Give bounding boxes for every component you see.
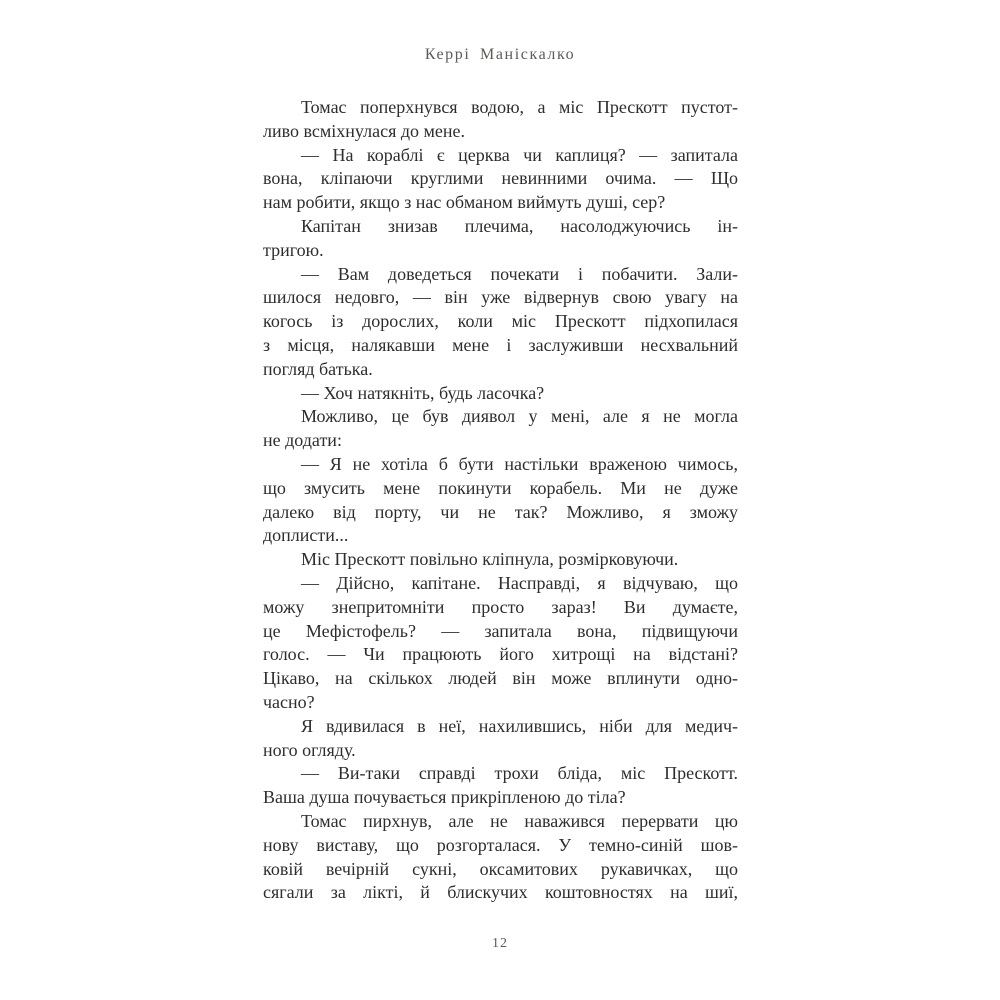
text-line: нову виставу, що розгорталася. У темно-синій шов- (263, 834, 738, 855)
text-line: Я вдивилася в неї, нахилившись, ніби для медич- (301, 715, 738, 736)
page-number: 12 (492, 936, 508, 951)
text-line: Капітан знизав плечима, насолоджуючись ін- (301, 215, 738, 236)
text-line: сягали за лікті, й блискучих коштовностях на шиї, (263, 882, 738, 903)
text-line: Томас поперхнувся водою, а міс Прескотт пустот- (301, 97, 738, 117)
text-line: — Вам доведеться почекати і побачити. Зали- (301, 263, 738, 284)
text-line: — Ви-таки справді трохи бліда, міс Прескотт. (301, 763, 738, 784)
page-body (263, 96, 738, 905)
text-line: вона, кліпаючи круглими невинними очима. — Що (263, 168, 738, 189)
text-line: з місця, налякавши мене і заслуживши несхвальний (263, 334, 738, 355)
text-line: ного огляду. (263, 739, 356, 760)
text-line: Можливо, це був диявол у мені, але я не могла (301, 406, 738, 427)
text-line: ливо всміхнулася до мене. (263, 120, 466, 141)
text-line: — Дійсно, капітане. Насправді, я відчуваю, що (301, 572, 738, 593)
text-line: — Я не хотіла б бути настільки враженою чимось, (301, 453, 738, 474)
text-line: часно? (263, 691, 315, 712)
text-line: не додати: (263, 430, 342, 451)
text-line: когось із дорослих, коли міс Прескотт підхопилася (263, 311, 738, 332)
text-line: доплисти... (263, 525, 349, 546)
text-line: погляд батька. (263, 358, 373, 379)
text-line: Томас пирхнув, але не наважився перервати цю (301, 810, 738, 831)
text-line: — На кораблі є церква чи каплиця? — запитала (301, 144, 738, 165)
text-line: нам робити, якщо з нас обманом виймуть душі, сер? (263, 192, 666, 213)
text-line: Міс Прескотт повільно кліпнула, розмірковуючи. (301, 549, 679, 570)
text-line: — Хоч натякніть, будь ласочка? (301, 382, 545, 403)
text-line: це Мефістофель? — запитала вона, підвищуючи (263, 620, 738, 641)
text-line: Ваша душа почувається прикріпленою до тіла? (263, 787, 626, 808)
text-line: можу знепритомніти просто зараз! Ви думаєте, (263, 596, 738, 617)
running-header: Керрі Маніскалко (424, 46, 576, 63)
text-line: далеко від порту, чи не так? Можливо, я зможу (263, 501, 738, 522)
text-line: що змусить мене покинути корабель. Ми не дуже (263, 477, 738, 498)
text-line: тригою. (263, 239, 324, 260)
text-line: Цікаво, на скількох людей він може вплинути одно- (263, 668, 738, 689)
text-line: шилося недовго, — він уже відвернув свою увагу на (263, 287, 738, 308)
text-line: голос. — Чи працюють його хитрощі на відстані? (263, 644, 738, 665)
text-line: ковій вечірній сукні, оксамитових рукавичках, що (263, 858, 738, 879)
